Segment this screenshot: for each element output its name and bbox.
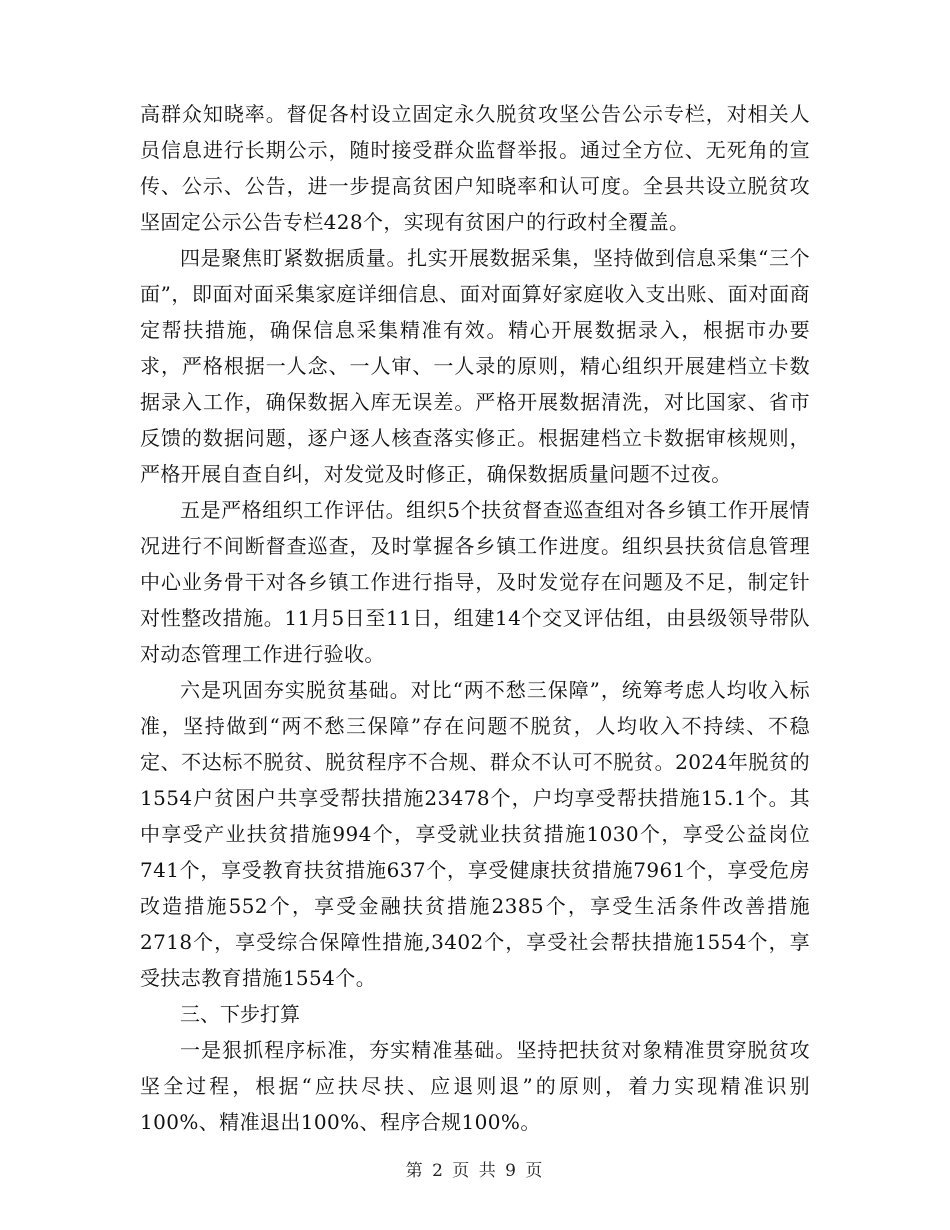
paragraph-data-quality: 四是聚焦盯紧数据质量。扎实开展数据采集，坚持做到信息采集“三个面”，即面对面采集家庭详细信息、面对面算好家庭收入支出账、面对面商定帮扶措施，确保信息采集精准有效。精心开展数据录入，根据市办要求，严格根据一人念、一人审、一人录的原则，精心组织开展建档立卡数据录入工作，确保数据入库无误差。严格开展数据清洗，对比国家、省市反馈的数据问题，逐户逐人核查落实修正。根据建档立卡数据审核规则，严格开展自查自纠，对发觉及时修正，确保数据质量问题不过夜。 — [140, 246, 810, 486]
paragraph-continuation: 高群众知晓率。督促各村设立固定永久脱贫攻坚公告公示专栏，对相关人员信息进行长期公示，随时接受群众监督举报。通过全方位、无死角的宣传、公示、公告，进一步提高贫困户知晓率和认可度。全县共设立脱贫攻坚固定公示公告专栏428个，实现有贫困户的行政村全覆盖。 — [140, 102, 810, 234]
paragraph-next-plan: 一是狠抓程序标准，夯实精准基础。坚持把扶贫对象精准贯穿脱贫攻坚全过程，根据“应扶尽扶、应退则退”的原则，着力实现精准识别100%、精准退出100%、程序合规100%。 — [140, 1038, 810, 1134]
document-body — [140, 96, 810, 1140]
page-footer: 第 2 页 共 9 页 — [405, 1161, 545, 1181]
section-heading: 三、下步打算 — [180, 1002, 300, 1026]
paragraph-consolidate-foundation: 六是巩固夯实脱贫基础。对比“两不愁三保障”，统筹考虑人均收入标准，坚持做到“两不愁三保障”存在问题不脱贫，人均收入不持续、不稳定、不达标不脱贫、脱贫程序不合规、群众不认可不脱贫。2024年脱贫的1554户贫困户共享受帮扶措施23478个，户均享受帮扶措施15.1个。其中享受产业扶贫措施994个，享受就业扶贫措施1030个，享受公益岗位741个，享受教育扶贫措施637个，享受健康扶贫措施7961个，享受危房改造措施552个，享受金融扶贫措施2385个，享受生活条件改善措施2718个，享受综合保障性措施,3402个，享受社会帮扶措施1554个，享受扶志教育措施1554个。 — [140, 678, 810, 990]
paragraph-work-evaluation: 五是严格组织工作评估。组织5个扶贫督查巡查组对各乡镇工作开展情况进行不间断督查巡查，及时掌握各乡镇工作进度。组织县扶贫信息管理中心业务骨干对各乡镇工作进行指导，及时发觉存在问题及不足，制定针对性整改措施。11月5日至11日，组建14个交叉评估组，由县级领导带队对动态管理工作进行验收。 — [140, 498, 810, 666]
